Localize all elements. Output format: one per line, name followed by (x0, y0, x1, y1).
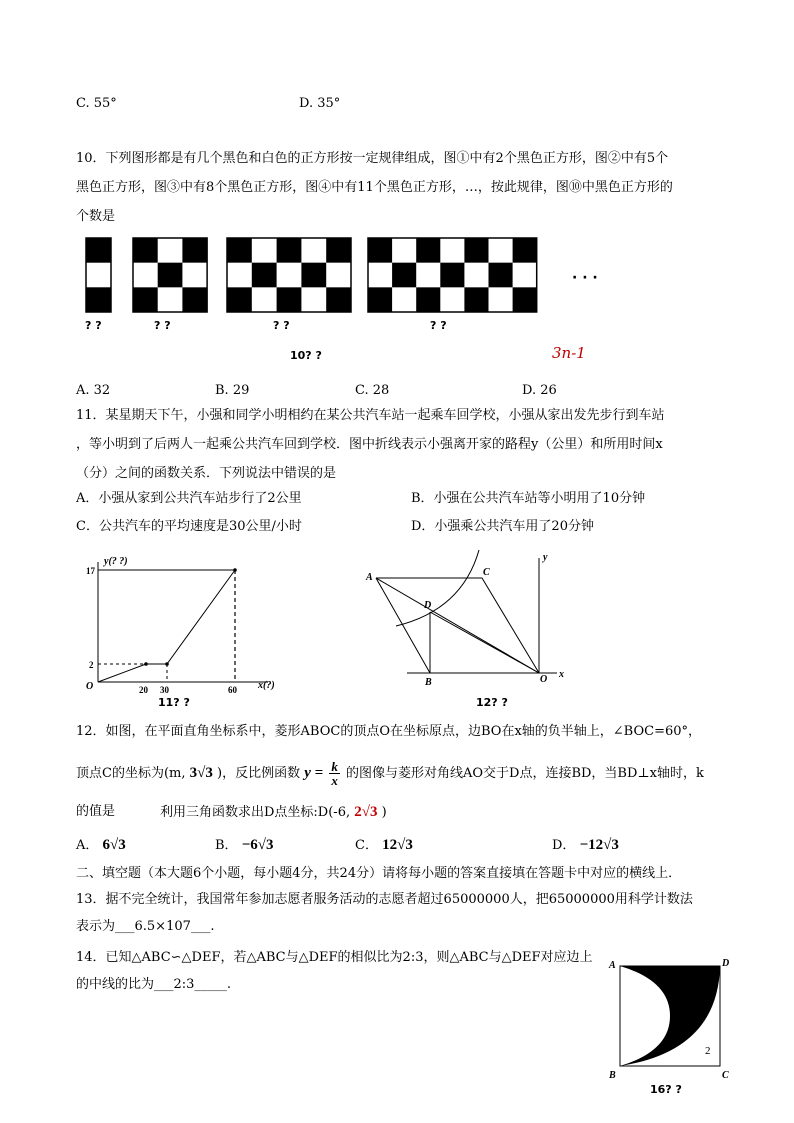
label-O: O (540, 674, 548, 685)
q10-option-d: D. 26 (522, 383, 557, 398)
func-fraction (329, 760, 340, 787)
black-square (182, 287, 207, 312)
q14-line2: 的中线的比为___2:3_____. (76, 977, 232, 992)
pattern-4 (368, 238, 537, 312)
q11-line1: 11．某星期天下午，小强和同学小明相约在某公共汽车站一起乘车回学校，小强从家出发先步行到车站 (76, 408, 665, 423)
note-value: 2√3 (354, 804, 378, 820)
black-square (326, 238, 351, 263)
q11-option-a: A．小强从家到公共汽车站步行了2公里 (76, 491, 302, 506)
y-tick-17: 17 (86, 566, 95, 576)
q12-rhombus-figure (362, 548, 572, 698)
fig4-caption: ? ? (430, 319, 447, 332)
pattern-1 (86, 238, 111, 312)
q10-handwritten-note: 3n-1 (552, 344, 586, 362)
q12-line2 (76, 760, 704, 787)
pattern-3 (227, 238, 351, 312)
black-square (489, 263, 513, 288)
option-value: 12√3 (382, 837, 413, 853)
option-value: 6√3 (102, 837, 126, 853)
q11-figure-caption: 11? ? (158, 696, 190, 709)
black-square (392, 263, 416, 288)
black-square (133, 287, 158, 312)
q11-option-d: D．小强乘公共汽车用了20分钟 (411, 519, 594, 534)
q13-line2: 表示为___6.5×107___. (76, 919, 215, 934)
black-square (227, 238, 252, 263)
black-square (464, 287, 488, 312)
y-axis-label: y(? ?) (104, 556, 128, 567)
q12-option-d (552, 837, 619, 854)
func-x: x (331, 773, 338, 788)
pattern-ellipsis: · · · (572, 270, 598, 286)
q10-line1: 10．下列图形都是有几个黑色和白色的正方形按一定规律组成，图①中有2个黑色正方形，图②中有5个 (76, 151, 669, 166)
label-A: A (609, 960, 616, 971)
q12-option-a (76, 837, 126, 854)
coord-value: 3√3 (189, 765, 213, 781)
label-y: y (543, 552, 548, 563)
fig2-caption: ? ? (154, 319, 171, 332)
label-B: B (609, 1070, 616, 1081)
q11-option-b: B．小强在公共汽车站等小明用了10分钟 (411, 491, 646, 506)
black-square (182, 238, 207, 263)
label-x: x (559, 669, 564, 680)
x-tick-20: 20 (139, 685, 148, 695)
black-square (133, 238, 158, 263)
option-letter: B． (215, 838, 238, 853)
black-square (368, 238, 392, 263)
fig1-caption: ? ? (85, 319, 102, 332)
q10-option-b: B. 29 (215, 383, 250, 398)
q11-line3: （分）之间的函数关系．下列说法中错误的是 (76, 466, 337, 481)
label-A: A (366, 572, 373, 583)
q11-graph (78, 552, 298, 712)
label-C: C (483, 567, 490, 578)
q16-figure-caption: 16? ? (650, 1083, 682, 1096)
label-B: B (425, 677, 432, 688)
q12-option-b (215, 837, 273, 854)
option-letter: C． (355, 838, 378, 853)
func-y: y = (304, 765, 324, 781)
q11-line2: ，等小明到了后两人一起乘公共汽车回到学校．图中折线表示小强离开家的路程y（公里）和所用时间x (76, 437, 663, 452)
black-square (440, 263, 464, 288)
q12-line2-pre: 顶点C的坐标为(m, (76, 766, 186, 781)
x-tick-30: 30 (160, 685, 169, 695)
black-square (158, 263, 183, 288)
note-pre: 利用三角函数求出D点坐标:D(-6, (160, 805, 351, 820)
black-square (326, 287, 351, 312)
black-square (513, 238, 537, 263)
func-k: k (331, 759, 338, 774)
label-C: C (722, 1070, 729, 1081)
label-D: D (722, 958, 730, 969)
black-square (416, 238, 440, 263)
black-square (416, 287, 440, 312)
black-square (277, 287, 302, 312)
option-value: −6√3 (241, 837, 274, 853)
section2-heading: 二、填空题（本大题6个小题，每小题4分，共24分）请将每小题的答案直接填在答题卡中对应的横线上． (76, 866, 682, 881)
q10-option-c: C. 28 (355, 383, 390, 398)
black-square (252, 263, 277, 288)
black-square (513, 287, 537, 312)
note-post: ) (381, 805, 387, 820)
label-D: D (424, 600, 432, 611)
side-length-label: 2 (705, 1045, 711, 1057)
q13-line1: 13．据不完全统计，我国常年参加志愿者服务活动的志愿者超过65000000人，把65000000用科学计数法 (76, 892, 693, 907)
q9-option-c: C. 55° (76, 96, 117, 111)
option-value: −12√3 (579, 837, 619, 853)
q11-question (76, 401, 726, 488)
q12-line1: 12．如图，在平面直角坐标系中，菱形ABOC的顶点O在坐标原点，边BO在x轴的负半轴上，∠BOC=60°， (76, 724, 701, 739)
q10-figure-label: 10? ? (290, 349, 322, 362)
q12-teacher-note (160, 804, 387, 821)
black-square (301, 263, 326, 288)
q10-option-a: A. 32 (76, 383, 111, 398)
x-axis-label: x(?) (258, 680, 275, 691)
q12-option-c (355, 837, 413, 854)
q12-line3: 的值是 (76, 804, 116, 819)
q16-square-figure (606, 956, 746, 1101)
black-square (368, 287, 392, 312)
q14-line1: 14．已知△ABC∽△DEF，若△ABC与△DEF的相似比为2:3，则△ABC与△DEF对应边上 (76, 950, 593, 965)
pattern-2 (133, 238, 207, 312)
q10-line3: 个数是 (76, 209, 116, 224)
fig3-caption: ? ? (273, 319, 290, 332)
x-tick-60: 60 (228, 685, 237, 695)
black-square (277, 238, 302, 263)
q11-option-c: C．公共汽车的平均速度是30公里/小时 (76, 519, 302, 534)
q12-figure-caption: 12? ? (476, 696, 508, 709)
q9-option-d: D. 35° (299, 96, 341, 111)
option-letter: D． (552, 838, 576, 853)
y-tick-2: 2 (89, 660, 94, 670)
origin-label: O (86, 681, 94, 692)
q10-line2: 黑色正方形，图③中有8个黑色正方形，图④中有11个黑色正方形，…，按此规律，图⑩中黑色正方形的 (76, 180, 673, 195)
q12-line2-post: 的图像与菱形对角线AO交于D点，连接BD，当BD⊥x轴时，k (345, 766, 704, 781)
option-letter: A． (76, 838, 99, 853)
black-square (464, 238, 488, 263)
black-square (227, 287, 252, 312)
q12-line2-mid: )，反比例函数 (217, 766, 301, 781)
